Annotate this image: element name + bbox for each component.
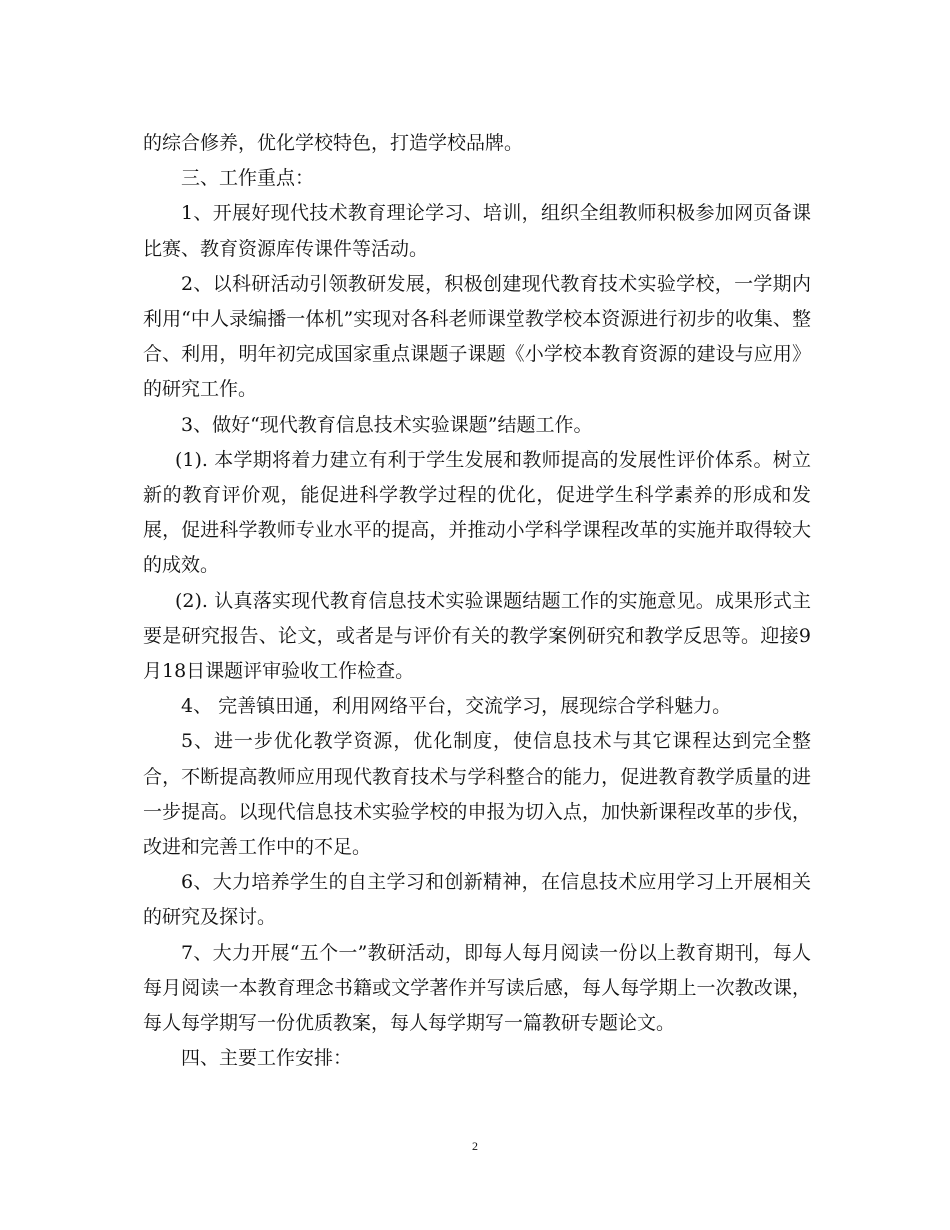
paragraph-item-6: 6、大力培养学生的自主学习和创新精神，在信息技术应用学习上开展相关的研究及探讨。	[143, 871, 811, 929]
paragraph-subitem-2: (2). 认真落实现代教育信息技术实验课题结题工作的实施意见。成果形式主要是研究报告、论文，或者是与评价有关的教学案例研究和教学反思等。迎接9月18日课题评审验收工作检查。	[143, 589, 811, 683]
section-heading-work-arrangement: 四、主要工作安排：	[181, 1047, 353, 1070]
paragraph-continuation: 的综合修养，优化学校特色，打造学校品牌。	[143, 132, 524, 154]
paragraph-item-2: 2、以科研活动引领教研发展，积极创建现代教育技术实验学校，一学期内利用“中人录编播一体机”实现对各科老师课堂教学校本资源进行初步的收集、整合、利用，明年初完成国家重点课题子课题《小学校本教育资源的建设与应用》的研究工作。	[143, 272, 811, 401]
paragraph-item-1: 1、开展好现代技术教育理论学习、培训，组织全组教师积极参加网页备课比赛、教育资源库传课件等活动。	[143, 202, 811, 260]
paragraph-item-7: 7、大力开展“五个一”教研活动，即每人每月阅读一份以上教育期刊，每人每月阅读一本教育理念书籍或文学著作并写读后感，每人每学期上一次教改课，每人每学期写一份优质教案，每人每学期写一篇教研专题论文。	[143, 941, 811, 1035]
paragraph-subitem-1: (1). 本学期将着力建立有利于学生发展和教师提高的发展性评价体系。树立新的教育评价观，能促进科学教学过程的优化，促进学生科学素养的形成和发展，促进科学教师专业水平的提高，并推动小学科学课程改革的实施并取得较大的成效。	[143, 448, 811, 577]
paragraph-item-4: 4、 完善镇田通，利用网络平台，交流学习，展现综合学科魅力。	[181, 695, 732, 718]
paragraph-item-5: 5、进一步优化教学资源，优化制度，使信息技术与其它课程达到完全整合，不断提高教师应用现代教育技术与学科整合的能力，促进教育教学质量的进一步提高。以现代信息技术实验学校的申报为切入点，加快新课程改革的步伐，改进和完善工作中的不足。	[143, 730, 811, 859]
paragraph-item-3: 3、做好“现代教育信息技术实验课题”结题工作。	[181, 413, 593, 436]
section-heading-work-focus: 三、工作重点：	[181, 167, 315, 190]
document-body	[143, 126, 811, 1076]
page-number: 2	[472, 1139, 478, 1153]
